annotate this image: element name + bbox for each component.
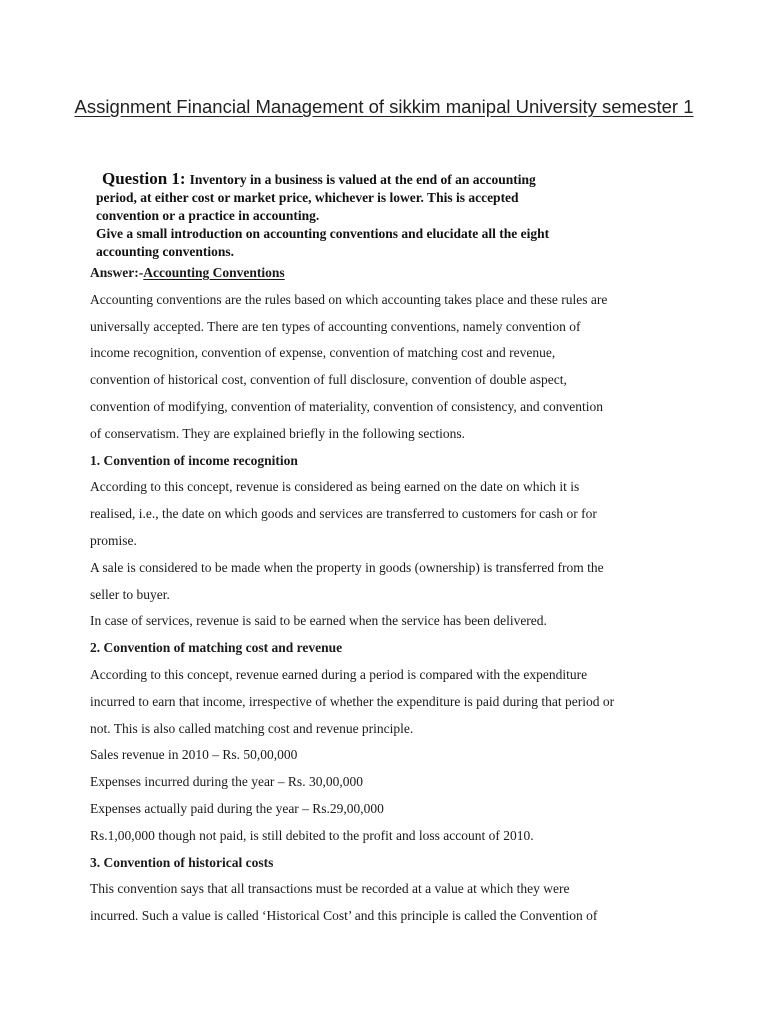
paragraph-line: income recognition, convention of expense, convention of matching cost and revenue, xyxy=(90,345,556,361)
question-line-1 xyxy=(96,170,596,189)
question-block xyxy=(96,170,596,261)
paragraph-line: According to this concept, revenue earned during a period is compared with the expenditure xyxy=(90,666,588,682)
section-heading: 1. Convention of income recognition xyxy=(90,452,298,468)
paragraph-line: realised, i.e., the date on which goods and services are transferred to customers for cash or for xyxy=(90,506,597,522)
paragraph-line: convention of historical cost, convention of full disclosure, convention of double aspect, xyxy=(90,372,567,388)
paragraph-line: incurred to earn that income, irrespective of whether the expenditure is paid during that period or xyxy=(90,693,615,709)
paragraph-line: convention of modifying, convention of materiality, convention of consistency, and convention xyxy=(90,398,603,414)
question-instruction: Give a small introduction on accounting conventions and elucidate all the eight xyxy=(96,226,550,241)
paragraph-line: universally accepted. There are ten types of accounting conventions, namely convention of xyxy=(90,318,581,334)
section-heading: 2. Convention of matching cost and revenue xyxy=(90,640,343,656)
paragraph-line: Accounting conventions are the rules based on which accounting takes place and these rules are xyxy=(90,291,608,307)
answer-heading-line xyxy=(90,260,680,287)
answer-body xyxy=(90,260,680,930)
question-text: Inventory in a business is valued at the end of an accounting xyxy=(189,172,536,187)
paragraph-line: According to this concept, revenue is considered as being earned on the date on which it is xyxy=(90,479,580,495)
paragraph-line: incurred. Such a value is called ‘Historical Cost’ and this principle is called the Convention of xyxy=(90,908,598,924)
paragraph-line: Expenses actually paid during the year – Rs.29,00,000 xyxy=(90,800,384,816)
paragraph-line: Rs.1,00,000 though not paid, is still debited to the profit and loss account of 2010. xyxy=(90,827,534,843)
paragraph-line: promise. xyxy=(90,532,137,548)
paragraph-line: not. This is also called matching cost and revenue principle. xyxy=(90,720,414,736)
paragraph-line: This convention says that all transactions must be recorded at a value at which they were xyxy=(90,881,570,897)
answer-label: Answer:- xyxy=(90,265,144,280)
question-label: Question 1: xyxy=(102,169,186,188)
paragraph-line: A sale is considered to be made when the property in goods (ownership) is transferred from the xyxy=(90,559,604,575)
document-title: Assignment Financial Management of sikkim manipal University semester 1 xyxy=(74,96,694,117)
question-text: convention or a practice in accounting. xyxy=(96,208,320,223)
paragraph-line: seller to buyer. xyxy=(90,586,170,602)
paragraph-line: In case of services, revenue is said to be earned when the service has been delivered. xyxy=(90,613,547,629)
paragraph-line: of conservatism. They are explained briefly in the following sections. xyxy=(90,425,466,441)
question-text: period, at either cost or market price, whichever is lower. This is accepted xyxy=(96,190,519,205)
paragraph-line: Expenses incurred during the year – Rs. 30,00,000 xyxy=(90,774,363,790)
paragraph-line: Sales revenue in 2010 – Rs. 50,00,000 xyxy=(90,747,298,763)
question-instruction: accounting conventions. xyxy=(96,244,235,259)
section-heading: 3. Convention of historical costs xyxy=(90,854,274,870)
answer-heading: Accounting Conventions xyxy=(143,265,285,280)
